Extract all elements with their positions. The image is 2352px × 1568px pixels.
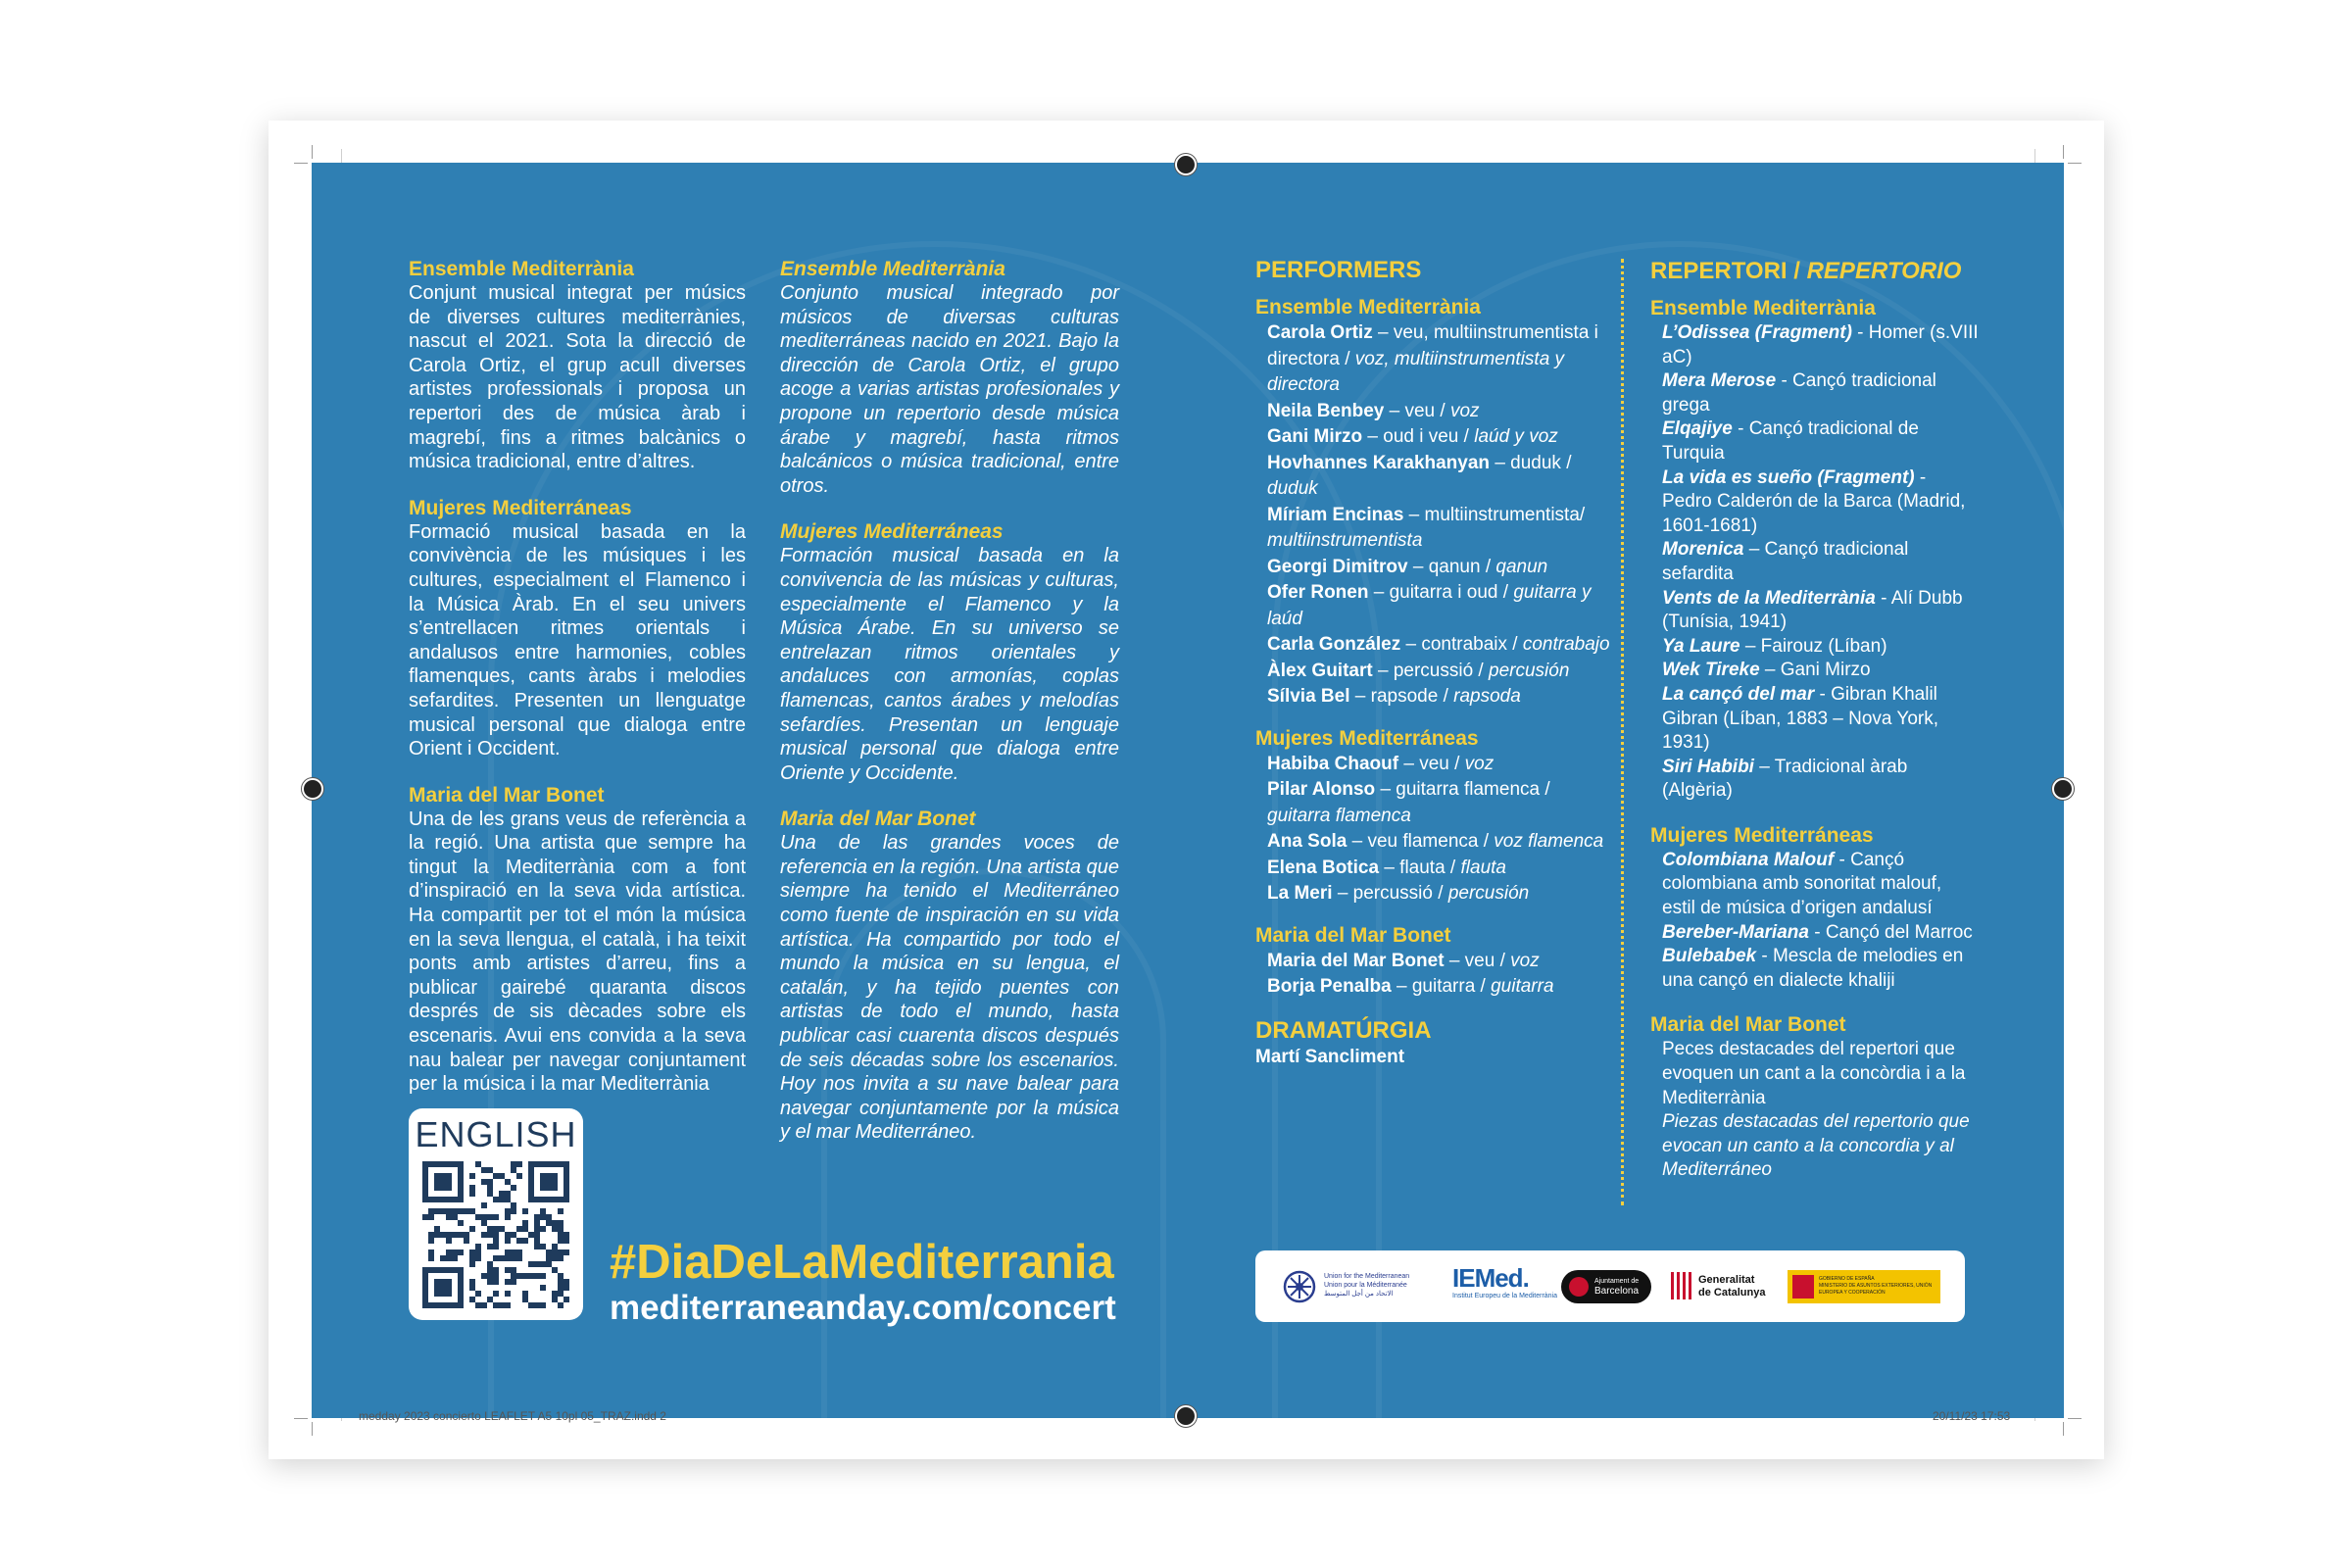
performer-name: Habiba Chaouf xyxy=(1267,753,1399,774)
generalitat-line: de Catalunya xyxy=(1698,1287,1766,1298)
performer-role-es: guitarra y laúd xyxy=(1267,582,1592,629)
crop-mark xyxy=(312,145,313,159)
repertori-list xyxy=(1650,849,1980,994)
ufm-emblem-icon xyxy=(1283,1270,1316,1303)
performer-role: – veu flamenca / xyxy=(1351,831,1490,852)
performers-column xyxy=(1255,256,1618,1069)
registration-mark xyxy=(1175,154,1197,175)
repertori-item xyxy=(1650,921,1980,946)
repertori-item-title: Wek Tireke xyxy=(1662,660,1760,681)
repertori-item-desc: - Cançó tradicional de Turquia xyxy=(1662,418,1919,464)
performer-item xyxy=(1255,829,1618,856)
repertori-list xyxy=(1650,321,1980,804)
performer-role: – guitarra / xyxy=(1396,976,1486,997)
performer-item xyxy=(1255,632,1618,659)
repertori-text: Peces destacades del repertori que evoquen un cant a la concòrdia i a la Mediterrània xyxy=(1662,1039,1966,1108)
repertori-item xyxy=(1650,538,1980,586)
section-text: Formación musical basada en la convivencia de las músicas y culturas, especialmente el Flamenco y la Música Árabe. En su universo se entrelazan ritmos orientales y andaluces con armonías, coplas flamencas, cantos árabes y melodías sefardíes. Presentan un lenguaje musical personal que dialoga entre Oriente y Occidente. xyxy=(780,545,1119,784)
repertori-item-title: Vents de la Mediterrània xyxy=(1662,587,1876,609)
repertori-item xyxy=(1650,945,1980,993)
repertori-item-desc: - Pedro Calderón de la Barca (Madrid, 1601-1681) xyxy=(1662,466,1966,536)
section-mujeres xyxy=(409,496,746,761)
performer-item xyxy=(1255,503,1618,555)
performer-role: – contrabaix / xyxy=(1405,634,1518,655)
ajuntament-line: Ajuntament de xyxy=(1594,1278,1640,1285)
performer-role-es: percusión xyxy=(1489,660,1570,681)
dramaturgia-title: DRAMATÚRGIA xyxy=(1255,1016,1432,1044)
performer-name: La Meri xyxy=(1267,883,1333,904)
performer-role-es: laúd y voz xyxy=(1474,426,1558,447)
ufm-logo xyxy=(1283,1270,1410,1308)
performer-role: – rapsode / xyxy=(1354,686,1448,707)
column-divider xyxy=(1621,259,1624,1205)
performer-name: Georgi Dimitrov xyxy=(1267,556,1408,577)
senyera-icon xyxy=(1669,1272,1692,1299)
section-text: Conjunto musical integrado por músicos de diversas culturas mediterráneas nacido en 2021. Bajo la dirección de Carola Ortiz, el grupo acoge a varias artistas profesionales y propone un repertorio desde música árabe y magrebí, hasta ritmos balcánicos o música tradicional, entre otros. xyxy=(780,282,1119,497)
repertori-item-title: La vida es sueño (Fragment) xyxy=(1662,466,1915,488)
iemed-subtitle: Institut Europeu de la Mediterrània xyxy=(1452,1293,1558,1299)
repertori-column xyxy=(1650,257,1980,1183)
section-text: Una de las grandes voces de referencia en la región. Una artista que siempre ha tenido el Mediterráneo como fuente de inspiración en su vida artística. Ha compartido por todo el mundo la música en su lengua, el catalán, y ha tejido puentes con artistas de todo el mundo, hasta publicar casi cuarenta discos después de seis décadas sobre los escenarios. Hoy nos invita a su nave balear para navegar conjuntamente por la música y el mar Mediterráneo. xyxy=(780,832,1119,1144)
performer-role-es: voz xyxy=(1449,400,1480,421)
performer-name: Hovhannes Karakhanyan xyxy=(1267,452,1491,473)
performer-role: – percussió / xyxy=(1337,883,1444,904)
performer-item xyxy=(1255,399,1618,425)
repertori-item-title: La cançó del mar xyxy=(1662,683,1815,705)
sponsor-logo-bar xyxy=(1255,1250,1965,1322)
crop-mark xyxy=(2063,145,2064,159)
performer-name: Neila Benbey xyxy=(1267,400,1385,421)
qr-code-icon[interactable] xyxy=(422,1161,569,1308)
repertori-item-desc: - Cançó colombiana amb sonoritat malouf, estil de música d’origen andalusí xyxy=(1662,849,1942,919)
performer-role-es: contrabajo xyxy=(1522,634,1610,655)
section-title: Ensemble Mediterrània xyxy=(409,258,634,280)
repertori-text-es: Piezas destacadas del repertorio que evocan un canto a la concordia y al Mediterráneo xyxy=(1662,1111,1970,1181)
english-label: ENGLISH xyxy=(415,1114,577,1154)
performer-role-es: guitarra flamenca xyxy=(1267,805,1411,826)
performer-item xyxy=(1255,856,1618,882)
performer-item xyxy=(1255,974,1618,1001)
performer-role: – veu, multiinstrumentista i directora / xyxy=(1267,322,1598,369)
performer-group-title: Maria del Mar Bonet xyxy=(1255,923,1451,947)
dramaturgia-name: Martí Sancliment xyxy=(1255,1046,1405,1067)
repertori-group-title: Mujeres Mediterráneas xyxy=(1650,823,1874,847)
repertori-item xyxy=(1650,466,1980,539)
ajuntament-shield-icon xyxy=(1569,1277,1589,1297)
gobierno-line: MINISTERIO DE ASUNTOS EXTERIORES, UNIÓN EUROPEA Y COOPERACIÓN xyxy=(1819,1283,1933,1296)
registration-mark xyxy=(302,778,323,800)
repertori-item-title: Elqajiye xyxy=(1662,418,1733,440)
performers-title: PERFORMERS xyxy=(1255,257,1422,283)
performer-name: Pilar Alonso xyxy=(1267,779,1376,800)
repertori-item-desc: – Tradicional àrab (Algèria) xyxy=(1662,756,1908,802)
gobierno-line: GOBIERNO DE ESPAÑA xyxy=(1819,1276,1875,1282)
print-slug-date: 20/11/23 17:53 xyxy=(1933,1409,2011,1423)
performer-role-es: multiinstrumentista xyxy=(1267,530,1423,551)
section-text: Formació musical basada en la convivència de les músiques i les cultures, especialment el Flamenco i la Música Àrab. En el seu univers s’entrellacen ritmes orientals i andalusos entre harmonies, cobles flamenques, cants àrabs i melodies sefardites. Presenten un llenguatge musical personal que dialoga entre Orient i Occident. xyxy=(409,520,746,760)
repertori-item-desc: - Gibran Khalil Gibran (Líban, 1883 – Nova York, 1931) xyxy=(1662,683,1939,754)
section-title: Mujeres Mediterráneas xyxy=(409,496,632,519)
performer-item xyxy=(1255,580,1618,632)
column-catalan xyxy=(409,257,746,1118)
section-title: Ensemble Mediterrània xyxy=(780,258,1005,280)
repertori-item-desc: – Cançó tradicional sefardita xyxy=(1662,539,1909,584)
performer-item xyxy=(1255,451,1618,503)
performer-name: Sílvia Bel xyxy=(1267,686,1350,707)
english-qr-card[interactable] xyxy=(409,1108,583,1320)
ufm-line: الاتحاد من أجل المتوسط xyxy=(1324,1291,1394,1298)
repertori-item-title: L’Odissea (Fragment) xyxy=(1662,322,1852,343)
repertori-item-title: Bulebabek xyxy=(1662,946,1757,967)
performer-role: – veu / xyxy=(1389,400,1446,421)
performer-group-title: Ensemble Mediterrània xyxy=(1255,296,1481,318)
repertori-item-title: Morenica xyxy=(1662,539,1744,561)
performers-groups xyxy=(1255,295,1618,1001)
performer-name: Elena Botica xyxy=(1267,857,1380,878)
performer-name: Míriam Encinas xyxy=(1267,504,1404,525)
column-spanish xyxy=(780,257,1119,1166)
repertori-item-desc: – Gani Mirzo xyxy=(1759,660,1871,681)
performer-role: – qanun / xyxy=(1412,556,1492,577)
performer-item xyxy=(1255,752,1618,778)
performer-name: Ana Sola xyxy=(1267,831,1348,852)
section-bonet xyxy=(780,807,1119,1145)
performer-role-es: guitarra xyxy=(1491,976,1554,997)
repertori-item-title: Ya Laure xyxy=(1662,635,1740,657)
crop-mark xyxy=(294,163,308,164)
registration-mark xyxy=(1175,1405,1197,1427)
performer-name: Maria del Mar Bonet xyxy=(1267,950,1445,971)
section-ensemble xyxy=(780,257,1119,498)
repertori-item-desc: - Cançó del Marroc xyxy=(1808,921,1973,943)
repertori-item-desc: - Mescla de melodies en una cançó en dialecte khaliji xyxy=(1662,946,1964,991)
repertori-item-title: Colombiana Malouf xyxy=(1662,849,1835,870)
performer-name: Gani Mirzo xyxy=(1267,426,1363,447)
performer-item xyxy=(1255,320,1618,399)
repertori-title-ca: REPERTORI / xyxy=(1650,258,1800,284)
section-title: Maria del Mar Bonet xyxy=(780,808,976,831)
performer-role: – oud i veu / xyxy=(1367,426,1469,447)
performer-role: – veu / xyxy=(1448,950,1505,971)
performer-role: – flauta / xyxy=(1384,857,1456,878)
performer-item xyxy=(1255,777,1618,829)
repertori-item xyxy=(1650,587,1980,635)
performer-name: Àlex Guitart xyxy=(1267,660,1373,681)
section-ensemble xyxy=(409,257,746,474)
generalitat-line: Generalitat xyxy=(1698,1274,1755,1286)
repertori-title-es: REPERTORIO xyxy=(1806,258,1962,284)
repertori-item xyxy=(1650,635,1980,660)
section-text: Conjunt musical integrat per músics de diverses cultures mediterrànies, nascut el 2021. Sota la direcció de Carola Ortiz, el grup acull diverses artistes professionals i proposa un repertori des de música àrab i magrebí, fins a ritmes balcànics o música tradicional, entre d’altres. xyxy=(409,282,746,473)
performer-role-es: percusión xyxy=(1447,883,1530,904)
performer-role-es: voz xyxy=(1464,753,1494,774)
iemed-wordmark: IEMed. xyxy=(1452,1263,1529,1293)
repertori-item xyxy=(1650,683,1980,756)
section-title: Maria del Mar Bonet xyxy=(409,783,605,807)
repertori-item xyxy=(1650,321,1980,369)
performer-item xyxy=(1255,949,1618,975)
generalitat-logo xyxy=(1669,1272,1766,1304)
repertori-item xyxy=(1650,659,1980,683)
repertori-group-title: Maria del Mar Bonet xyxy=(1650,1013,1846,1037)
performer-item xyxy=(1255,555,1618,581)
registration-mark xyxy=(2052,778,2074,800)
performer-group xyxy=(1255,923,1618,1001)
ufm-line: Union pour la Méditerranée xyxy=(1324,1282,1407,1289)
performer-role: – multiinstrumentista/ xyxy=(1408,504,1586,525)
performer-role-es: rapsoda xyxy=(1453,686,1521,707)
performer-group xyxy=(1255,726,1618,907)
repertori-group-title: Ensemble Mediterrània xyxy=(1650,297,1876,319)
section-text: Una de les grans veus de referència a la regió. Una artista que sempre ha tingut la Mediterrània com a font d’inspiració en la seva vida artística. Ha compartit per tot el món la música en la seva llengua, el català, i ha teixit ponts amb artistes d’arreu, fins a publicar gairebé quaranta discos després de sis dècades sobre els escenaris. Avui ens convida a la seva nau balear per navegar conjuntament per la música i la mar Mediterrània xyxy=(409,808,746,1096)
repertori-item-desc: - Cançó tradicional grega xyxy=(1662,370,1936,416)
repertori-title xyxy=(1650,257,1980,286)
performer-role-es: flauta xyxy=(1460,857,1506,878)
ajuntament-line: Barcelona xyxy=(1594,1286,1640,1297)
ajuntament-logo xyxy=(1561,1270,1651,1303)
repertori-item xyxy=(1650,417,1980,466)
performer-role-es: voz flamenca xyxy=(1494,831,1604,852)
repertori-item xyxy=(1650,756,1980,804)
performer-role: – duduk / xyxy=(1494,452,1572,473)
repertori-item-title: Bereber-Mariana xyxy=(1662,921,1809,943)
crop-mark xyxy=(294,1418,308,1419)
repertori-item xyxy=(1650,849,1980,921)
performer-role-es: qanun xyxy=(1495,556,1548,577)
repertori-item-title: Siri Habibi xyxy=(1662,756,1754,777)
section-bonet xyxy=(409,783,746,1097)
performer-group xyxy=(1255,295,1618,710)
repertori-item xyxy=(1650,369,1980,417)
crop-mark xyxy=(2068,1418,2082,1419)
performer-group-title: Mujeres Mediterráneas xyxy=(1255,726,1479,750)
performer-role: – guitarra i oud / xyxy=(1373,582,1509,603)
hashtag: #DiaDeLaMediterrania xyxy=(610,1236,1114,1289)
performer-name: Carola Ortiz xyxy=(1267,322,1373,343)
performer-item xyxy=(1255,424,1618,451)
repertori-item-desc: - Alí Dubb (Tunísia, 1941) xyxy=(1662,587,1963,633)
crop-mark xyxy=(2063,1422,2064,1436)
iemed-logo xyxy=(1452,1264,1557,1300)
performer-role-es: voz xyxy=(1510,950,1540,971)
repertori-item-title: Mera Merose xyxy=(1662,370,1777,392)
concert-url[interactable]: mediterraneanday.com/concert xyxy=(610,1289,1116,1327)
performer-role-es: voz, multiinstrumentista y directora xyxy=(1267,348,1565,395)
section-mujeres xyxy=(780,519,1119,785)
performer-role: – veu / xyxy=(1403,753,1460,774)
performer-item xyxy=(1255,881,1618,907)
repertori-item-desc: – Fairouz (Líban) xyxy=(1740,635,1887,657)
section-title: Mujeres Mediterráneas xyxy=(780,520,1004,544)
print-slug: medday 2023 concierto LEAFLET A5 10pl 05_TRAZ.indd 2 xyxy=(359,1409,666,1423)
performer-item xyxy=(1255,684,1618,710)
performer-name: Carla González xyxy=(1267,634,1401,655)
ufm-line: Union for the Mediterranean xyxy=(1324,1273,1410,1280)
gobierno-logo xyxy=(1788,1270,1940,1303)
crop-mark xyxy=(2068,163,2082,164)
crop-mark xyxy=(312,1422,313,1436)
performer-role-es: duduk xyxy=(1267,478,1318,499)
performer-name: Borja Penalba xyxy=(1267,976,1392,997)
performer-role: – guitarra flamenca / xyxy=(1380,779,1550,800)
repertori-item-desc: - Homer (s.VIII aC) xyxy=(1662,322,1979,368)
performer-role: – percussió / xyxy=(1377,660,1484,681)
performer-item xyxy=(1255,659,1618,685)
spain-coat-icon xyxy=(1792,1275,1814,1298)
performer-name: Ofer Ronen xyxy=(1267,582,1369,603)
